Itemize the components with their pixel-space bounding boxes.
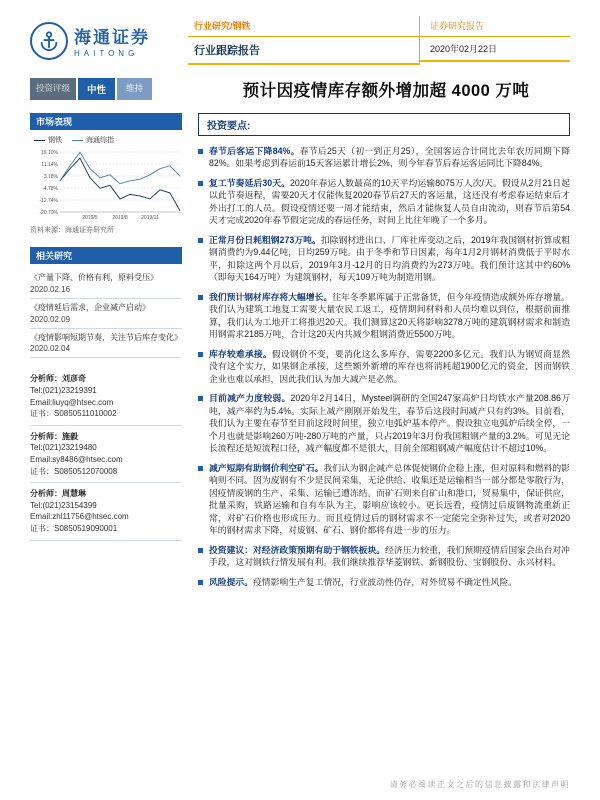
bullet-body: 2020年春运人数最高的10天平均运输8075万人次/天。假设从2月21日起以此节奏返程，需要20天才仅能恢复2020春节后27天的客运量，这还没有考虑春运结束后才外出打工的人员。假设疫情还要一周才能结束，然后才能恢复人员自由流动，则春节后第54天才完成2020年春节假定完成的春运任务，时间上比往年晚了一个多月。 <box>209 177 570 226</box>
brand-text <box>74 23 150 58</box>
legend-item-index <box>72 135 114 145</box>
legend-line-icon <box>72 140 83 141</box>
related-date: 2020.02.04 <box>30 344 71 354</box>
analyst-tel: Tel:(021)23219391 <box>30 385 97 395</box>
related-date: 2020.02.09 <box>30 314 71 324</box>
key-points-header: 投资要点: <box>198 113 570 136</box>
bullet-point <box>198 544 570 569</box>
svg-text:-12.74%: -12.74% <box>39 197 58 204</box>
legend-item-steel <box>34 135 62 145</box>
header-middle <box>188 16 419 65</box>
svg-text:19.10%: 19.10% <box>41 149 58 156</box>
analyst-block <box>30 483 182 540</box>
svg-text:2019/5: 2019/5 <box>82 215 98 221</box>
bullet-body: 假设钢价不变，要消化这么多库存，需要2200多亿元。我们认为钢贸商显然没有这个实力，如果钢企承接，这些额外新增的库存也将消耗超1900亿元的资金，因而钢铁企业也难以承担，因此我们认为加大减产是必然。 <box>209 348 570 384</box>
analyst-cert: 证书：S0850519090001 <box>30 523 118 533</box>
svg-text:2019/11: 2019/11 <box>141 215 159 221</box>
related-title: 《产量下降、价格有利，原料受压》 <box>30 273 158 282</box>
analyst-tel: Tel:(021)23154399 <box>30 500 97 510</box>
xticks-group <box>82 215 159 221</box>
legend-line-icon <box>34 140 45 141</box>
bullet-lead: 正常月份日耗粗钢273万吨。 <box>209 234 321 245</box>
bullet-body: 2020年2月14日，Mysteel调研的全国247家高炉日均铁水产量208.86万吨，减产率约为5.4%。实际上减产刚刚开始发生，春节后这段时间减产只有约3%。目前看，我们认为主要在春节至目前这段时间里，独立电弧炉基本停产。假设独立电弧炉后续全停，一个月也就是影响260万吨-280万吨的产量，只占2019年3月份我国粗钢产量的3.2%。可见无论长流程还是短流程口径，减产幅度都不是很大，目前全部粗钢减产幅度估计不超过10%。 <box>209 393 570 454</box>
bullet-square-icon <box>198 352 203 357</box>
bullet-square-icon <box>198 466 203 471</box>
header-right <box>419 16 570 65</box>
bullet-lead: 目前减产力度较弱。 <box>209 393 291 404</box>
bullet-body: 经济压力较重，我们预期疫情后国家会出台对冲手段，这对钢铁行情发展有利。我们继续推荐华菱钢铁、新钢股份、宝钢股份、永兴材料。 <box>209 544 570 568</box>
bullet-square-icon <box>198 580 203 585</box>
analyst-name: 分析师：周慧琳 <box>30 489 86 499</box>
bullet-point <box>198 177 570 227</box>
haitong-logo <box>30 16 188 65</box>
rating-label: 投资评级 <box>30 78 76 100</box>
analyst-email: Email:zhl11756@htsec.com <box>30 512 129 522</box>
bullet-square-icon <box>198 181 203 186</box>
series-line-index <box>60 152 180 184</box>
sidebar <box>30 113 182 773</box>
bullet-lead: 减产短期有助钢价利空矿石。 <box>209 462 324 473</box>
rating-status: 维持 <box>117 78 152 100</box>
bullet-lead: 复工节奏延后30天。 <box>209 177 291 188</box>
bullet-square-icon <box>198 548 203 553</box>
bullet-point <box>198 291 570 341</box>
rating-widget <box>30 78 188 100</box>
report-category-label: 证券研究报告 <box>420 16 570 37</box>
series-line-steel <box>60 158 180 211</box>
bullet-body: 扣除钢材进出口、厂库社库变动之后，2019年我国钢材折算成粗钢消费约为9.44亿吨，日均259万吨。由于冬季和节日因素，每年1月2月钢材消费低于平时水平，扣除这两个月以后，2019年3月-12月的日均消费约为273万吨。我们预计这其中约60%（即每天164万吨）为建筑钢材，每天109万吨为制造用钢。 <box>209 234 570 283</box>
related-date: 2020.02.16 <box>30 284 71 294</box>
chart-legend <box>34 135 182 145</box>
grid-group <box>39 150 180 216</box>
analyst-name: 分析师：施毅 <box>30 431 78 441</box>
legend-label: 钢铁 <box>48 137 62 144</box>
report-date: 2020年02月22日 <box>420 37 570 62</box>
bullet-point <box>198 348 570 385</box>
related-title: 《疫情影响短期节奏，关注节后库存变化》 <box>30 332 182 342</box>
bullet-point <box>198 576 570 588</box>
bullet-square-icon <box>198 149 203 154</box>
svg-text:11.14%: 11.14% <box>41 161 58 168</box>
bullet-point <box>198 234 570 284</box>
main-content <box>198 113 570 773</box>
market-performance-header: 市场表现 <box>30 113 182 130</box>
bullet-lead: 库存较难承接。 <box>209 348 272 359</box>
bullet-lead: 风险提示。 <box>209 576 253 587</box>
analyst-name: 分析师：刘彦奇 <box>30 374 86 384</box>
bullet-point <box>198 145 570 170</box>
market-chart <box>30 146 182 222</box>
svg-text:2019/8: 2019/8 <box>112 215 128 221</box>
bullet-point <box>198 462 570 537</box>
bullet-square-icon <box>198 238 203 243</box>
report-type-label: 行业跟踪报告 <box>188 37 419 65</box>
bullet-square-icon <box>198 396 203 401</box>
bullet-lead: 我们预计钢材库存将大幅增长。 <box>209 291 333 302</box>
report-title: 预计因疫情库存额外增加超 4000 万吨 <box>242 82 530 100</box>
svg-text:-20.70%: -20.70% <box>39 209 58 216</box>
bullet-body: 疫情影响生产复工情况，行业波动性仍存，对外贸易不确定性风险。 <box>253 576 517 587</box>
analyst-list <box>30 368 182 540</box>
related-title: 《疫情延后需求，企业减产启动》 <box>30 302 150 312</box>
analyst-block <box>30 368 182 425</box>
analyst-cert: 证书：S0850511010002 <box>30 409 117 419</box>
brand-name-en: HAITONG <box>74 49 139 58</box>
related-research-list <box>30 269 182 358</box>
rating-value: 中性 <box>78 78 115 100</box>
analyst-tel: Tel:(021)23219480 <box>30 443 97 453</box>
analyst-block <box>30 426 182 483</box>
anchor-logo-icon <box>30 22 68 60</box>
related-research-header: 相关研究 <box>30 247 182 264</box>
analyst-email: Email:liuyq@htsec.com <box>30 397 114 407</box>
bullet-lead: 投资建议：对经济政策预期有助于钢铁板块。 <box>209 544 386 555</box>
title-row <box>30 77 570 101</box>
related-research-item <box>30 299 182 329</box>
bullet-square-icon <box>198 295 203 300</box>
content-columns <box>30 113 570 773</box>
bullet-point <box>198 392 570 454</box>
bullet-body: 春节后25天（初一到正月25），全国客运合计同比去年农历同期下降82%。如果考虑到春运前15天客运累计增长2%，则今年春节后春运客运同比下降84%。 <box>209 146 571 169</box>
bullet-body: 往年冬季累库属于正常备货，但今年疫情造成额外库存增量。我们认为建筑工地复工需要大量农民工返工，疫情期间材料和人员均难以到位，根据前面推算，我们认为工地开工将推迟20天。我们测算这20天将影响3278万吨的建筑钢材需求和制造用钢需求2185万吨，合计这20天内共减少粗钢消费近5500万吨。 <box>209 291 570 340</box>
svg-text:3.18%: 3.18% <box>43 173 58 180</box>
industry-label: 行业研究/钢铁 <box>188 16 419 37</box>
legend-label: 海通综指 <box>86 137 114 144</box>
bullet-lead: 春节后客运下降84%。 <box>209 146 300 156</box>
svg-text:-4.78%: -4.78% <box>42 185 58 192</box>
analyst-email: Email:sy8486@htsec.com <box>30 454 123 464</box>
bullet-body: 我们认为钢企减产总体促使钢价企稳上涨，但对原料和燃料的影响则不同。因为废钢有不少是民间采集，无论供给、收集还是运输相当一部分都是零散行为，因疫情废钢的生产、采集、运输已遭冻结。而矿石则来自矿山和港口，贸易集中，保证供应，批量采购，铁路运输和自有车队为主，影响应该较小。更长远看，疫情过后废钢物流重新正常，对矿石价格也形成压力。而且疫情过后的钢材需求不一定能完全弥补过失，或者对2020年的钢材需求下降，对废钢、矿石、钢价都将有进一步的压力。 <box>209 462 570 536</box>
related-research-item <box>30 329 182 359</box>
brand-name-cn: 海通证券 <box>74 28 150 47</box>
analyst-cert: 证书：S0850512070008 <box>30 466 118 476</box>
report-header <box>30 16 570 65</box>
chart-source: 资料来源：海通证券研究所 <box>30 227 114 234</box>
disclaimer-footer: 请务必阅读正文之后的信息披露和法律声明 <box>389 780 570 789</box>
related-research-item <box>30 269 182 299</box>
